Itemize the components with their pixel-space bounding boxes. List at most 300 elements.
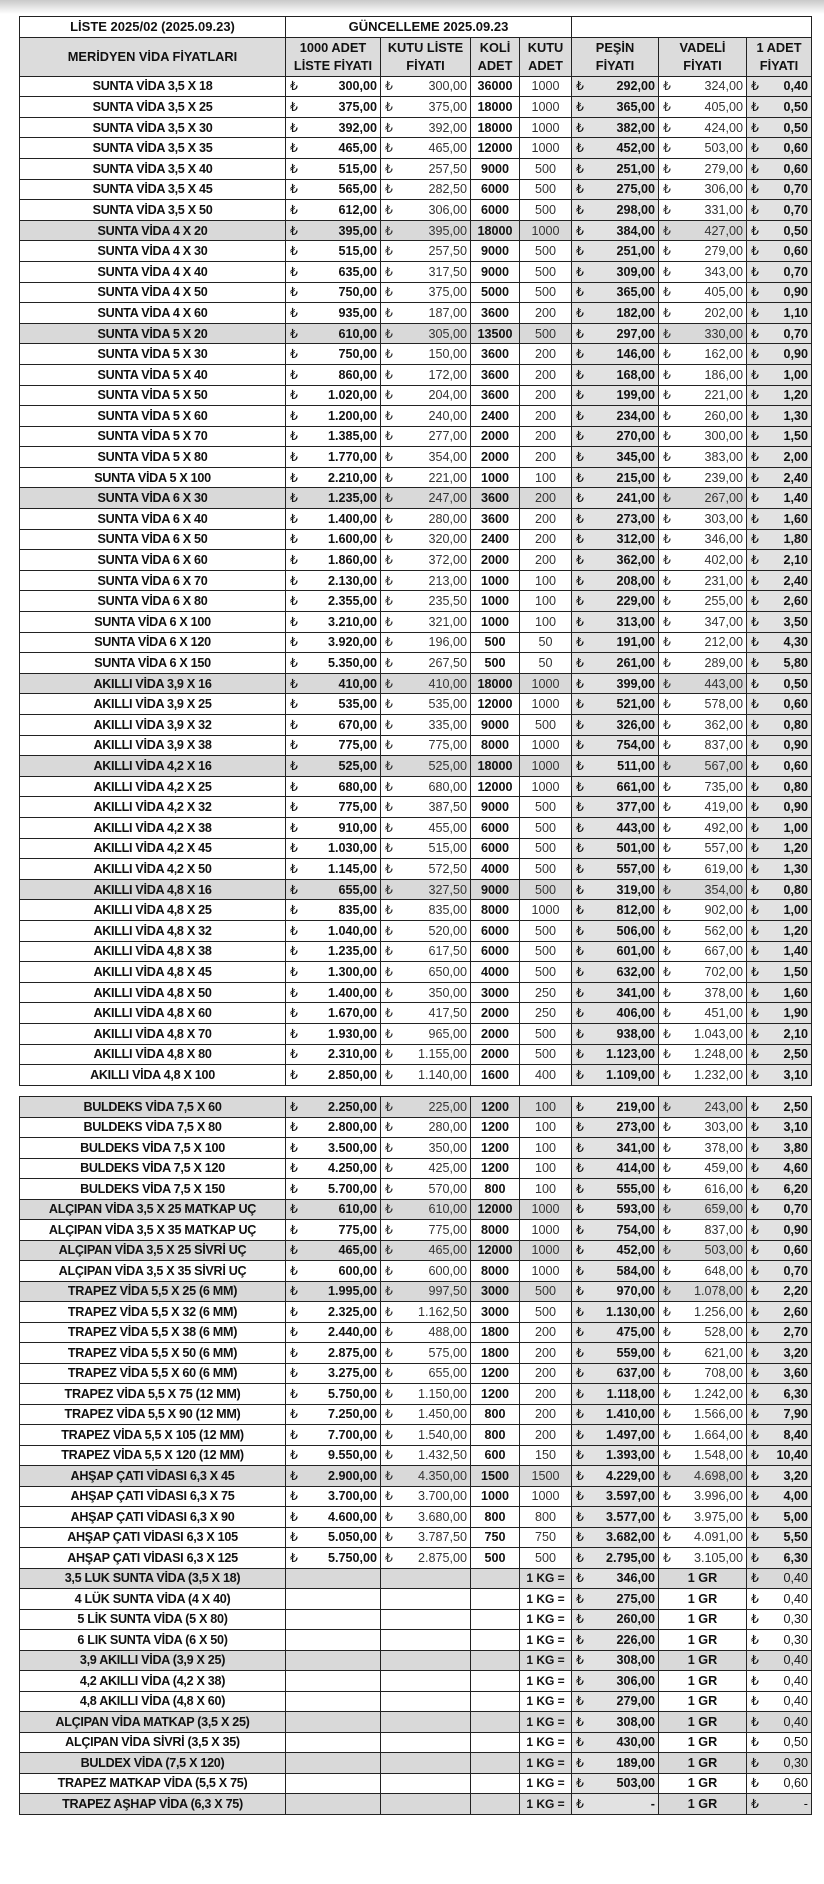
lira-icon: ₺ xyxy=(663,553,672,568)
koli-adet: 6000 xyxy=(471,838,520,859)
kg-price-row xyxy=(20,1794,812,1815)
lira-icon: ₺ xyxy=(385,717,394,732)
price-row xyxy=(20,632,812,653)
box-price-cell xyxy=(381,797,471,818)
koli-adet: 6000 xyxy=(471,179,520,200)
header-line: VADELİ xyxy=(679,39,726,55)
pesin-price-value: 593,00 xyxy=(616,1202,655,1217)
price-row xyxy=(20,1240,812,1261)
gr-price-cell xyxy=(747,1691,812,1712)
lira-icon: ₺ xyxy=(576,1304,585,1319)
lira-icon: ₺ xyxy=(663,676,672,691)
price-row xyxy=(20,467,812,488)
price-row xyxy=(20,900,812,921)
pesin-price-value: 754,00 xyxy=(616,1222,655,1237)
koli-adet: 6000 xyxy=(471,941,520,962)
product-name: AHŞAP ÇATI VİDASI 6,3 X 45 xyxy=(20,1466,286,1487)
list-price-cell xyxy=(286,1158,381,1179)
pesin-price-value: 191,00 xyxy=(616,635,655,650)
lira-icon: ₺ xyxy=(385,1284,394,1299)
product-name: SUNTA VİDA 5 X 70 xyxy=(20,426,286,447)
kg-price-value: 308,00 xyxy=(616,1714,655,1729)
lira-icon: ₺ xyxy=(576,1776,585,1791)
kg-label: 1 KG = xyxy=(520,1589,572,1610)
pesin-price-cell xyxy=(572,158,659,179)
box-price-cell xyxy=(381,158,471,179)
lira-icon: ₺ xyxy=(663,1509,672,1524)
kutu-adet: 150 xyxy=(520,1445,572,1466)
box-price-cell xyxy=(381,220,471,241)
box-price-cell xyxy=(381,1179,471,1200)
lira-icon: ₺ xyxy=(576,1284,585,1299)
pesin-price-value: 270,00 xyxy=(616,429,655,444)
koli-adet: 3600 xyxy=(471,509,520,530)
pesin-price-value: 632,00 xyxy=(616,964,655,979)
list-price-cell xyxy=(286,1220,381,1241)
list-price-cell xyxy=(286,76,381,97)
pesin-price-value: 362,00 xyxy=(616,553,655,568)
lira-icon: ₺ xyxy=(576,903,585,918)
header-line: KUTU LİSTE xyxy=(387,39,464,55)
vadeli-price-value: 354,00 xyxy=(704,882,743,897)
vadeli-price-value: 659,00 xyxy=(704,1202,743,1217)
pesin-price-cell xyxy=(572,1117,659,1138)
product-name: TRAPEZ VİDA 5,5 X 50 (6 MM) xyxy=(20,1343,286,1364)
price-row xyxy=(20,982,812,1003)
vadeli-price-value: 443,00 xyxy=(704,676,743,691)
lira-icon: ₺ xyxy=(663,1047,672,1062)
lira-icon: ₺ xyxy=(576,1047,585,1062)
box-price-cell xyxy=(381,756,471,777)
unit-price-cell xyxy=(747,364,812,385)
list-price-value: 5.350,00 xyxy=(327,656,377,671)
lira-icon: ₺ xyxy=(751,1427,760,1442)
lira-icon: ₺ xyxy=(751,1407,760,1422)
lira-icon: ₺ xyxy=(576,1099,585,1114)
lira-icon: ₺ xyxy=(385,223,394,238)
unit-price-cell xyxy=(747,179,812,200)
pesin-price-value: 812,00 xyxy=(616,903,655,918)
lira-icon: ₺ xyxy=(576,388,585,403)
kutu-adet: 500 xyxy=(520,1548,572,1569)
lira-icon: ₺ xyxy=(385,697,394,712)
vadeli-price-cell xyxy=(659,653,747,674)
unit-price-value: 2,60 xyxy=(783,1304,808,1319)
lira-icon: ₺ xyxy=(663,1263,672,1278)
lira-icon: ₺ xyxy=(663,964,672,979)
vadeli-price-value: 621,00 xyxy=(704,1345,743,1360)
price-row xyxy=(20,158,812,179)
unit-price-cell xyxy=(747,1322,812,1343)
lira-icon: ₺ xyxy=(751,1099,760,1114)
box-price-cell xyxy=(381,1486,471,1507)
lira-icon: ₺ xyxy=(663,326,672,341)
price-row xyxy=(20,1261,812,1282)
lira-icon: ₺ xyxy=(290,388,299,403)
kutu-adet: 500 xyxy=(520,797,572,818)
price-row xyxy=(20,1527,812,1548)
kutu-adet: 1000 xyxy=(520,117,572,138)
section3-body xyxy=(20,1568,812,1814)
gr-label: 1 GR xyxy=(659,1589,747,1610)
lira-icon: ₺ xyxy=(385,1550,394,1565)
pesin-price-cell xyxy=(572,982,659,1003)
list-price-cell xyxy=(286,673,381,694)
unit-price-cell xyxy=(747,138,812,159)
lira-icon: ₺ xyxy=(663,635,672,650)
vadeli-price-value: 528,00 xyxy=(704,1325,743,1340)
box-price-cell xyxy=(381,735,471,756)
pesin-price-value: 273,00 xyxy=(616,1120,655,1135)
lira-icon: ₺ xyxy=(385,964,394,979)
lira-icon: ₺ xyxy=(751,738,760,753)
list-price-cell xyxy=(286,1044,381,1065)
unit-price-value: 0,80 xyxy=(783,779,809,794)
box-price-cell xyxy=(381,1445,471,1466)
unit-price-value: 3,10 xyxy=(783,1120,808,1135)
lira-icon: ₺ xyxy=(663,779,672,794)
gr-price-value: 0,40 xyxy=(783,1673,808,1688)
lira-icon: ₺ xyxy=(576,594,585,609)
gr-price-cell xyxy=(747,1794,812,1815)
box-price-value: 306,00 xyxy=(428,202,467,217)
list-price-cell xyxy=(286,570,381,591)
lira-icon: ₺ xyxy=(290,1509,299,1524)
vadeli-price-cell xyxy=(659,1466,747,1487)
list-price-value: 1.995,00 xyxy=(327,1284,377,1299)
lira-icon: ₺ xyxy=(290,305,299,320)
kutu-adet: 200 xyxy=(520,1404,572,1425)
product-name: ALÇIPAN VİDA 3,5 X 25 MATKAP UÇ xyxy=(20,1199,286,1220)
kg-price-row xyxy=(20,1732,812,1753)
gr-label: 1 GR xyxy=(659,1568,747,1589)
unit-price-value: 1,60 xyxy=(783,511,809,526)
vadeli-price-cell xyxy=(659,1445,747,1466)
box-price-value: 465,00 xyxy=(428,141,467,156)
lira-icon: ₺ xyxy=(751,429,760,444)
lira-icon: ₺ xyxy=(663,1140,672,1155)
kutu-adet: 1000 xyxy=(520,1220,572,1241)
lira-icon: ₺ xyxy=(576,511,585,526)
product-name: SUNTA VİDA 3,5 X 18 xyxy=(20,76,286,97)
lira-icon: ₺ xyxy=(576,491,585,506)
unit-price-cell xyxy=(747,1445,812,1466)
lira-icon: ₺ xyxy=(290,408,299,423)
koli-adet: 12000 xyxy=(471,138,520,159)
product-name: AKILLI VİDA 4,2 X 16 xyxy=(20,756,286,777)
list-price-cell xyxy=(286,385,381,406)
unit-price-value: 1,00 xyxy=(783,903,809,918)
price-row xyxy=(20,550,812,571)
list-price-value: 2.310,00 xyxy=(327,1047,377,1062)
lira-icon: ₺ xyxy=(290,161,299,176)
lira-icon: ₺ xyxy=(385,1067,394,1082)
lira-icon: ₺ xyxy=(576,305,585,320)
lira-icon: ₺ xyxy=(290,347,299,362)
unit-price-value: 1,00 xyxy=(783,367,809,382)
lira-icon: ₺ xyxy=(576,1796,585,1811)
pesin-price-cell xyxy=(572,220,659,241)
lira-icon: ₺ xyxy=(290,1222,299,1237)
list-price-cell xyxy=(286,364,381,385)
lira-icon: ₺ xyxy=(663,614,672,629)
lira-icon: ₺ xyxy=(751,1026,760,1041)
pesin-price-value: 1.109,00 xyxy=(605,1067,655,1082)
price-row xyxy=(20,1445,812,1466)
unit-price-value: 1,00 xyxy=(783,820,809,835)
kg-price-cell xyxy=(572,1773,659,1794)
kutu-adet: 500 xyxy=(520,1023,572,1044)
vadeli-price-cell xyxy=(659,756,747,777)
lira-icon: ₺ xyxy=(385,1263,394,1278)
pesin-price-value: 406,00 xyxy=(616,1006,655,1021)
unit-price-cell xyxy=(747,1023,812,1044)
lira-icon: ₺ xyxy=(751,1284,760,1299)
pesin-price-cell xyxy=(572,1003,659,1024)
vadeli-price-value: 212,00 xyxy=(704,635,743,650)
box-price-value: 354,00 xyxy=(428,450,467,465)
list-price-value: 2.355,00 xyxy=(327,594,377,609)
kg-price-value: - xyxy=(650,1796,655,1811)
empty-cell xyxy=(471,1732,520,1753)
unit-price-cell xyxy=(747,1527,812,1548)
product-name: TRAPEZ VİDA 5,5 X 60 (6 MM) xyxy=(20,1363,286,1384)
lira-icon: ₺ xyxy=(751,141,760,156)
box-price-value: 321,00 xyxy=(428,614,467,629)
box-price-cell xyxy=(381,1404,471,1425)
lira-icon: ₺ xyxy=(663,470,672,485)
lira-icon: ₺ xyxy=(385,491,394,506)
unit-price-cell xyxy=(747,76,812,97)
lira-icon: ₺ xyxy=(385,820,394,835)
kg-price-row xyxy=(20,1650,812,1671)
list-price-value: 2.130,00 xyxy=(327,573,377,588)
lira-icon: ₺ xyxy=(751,1530,760,1545)
kutu-adet: 200 xyxy=(520,406,572,427)
lira-icon: ₺ xyxy=(385,1489,394,1504)
list-price-cell xyxy=(286,97,381,118)
box-price-value: 535,00 xyxy=(428,697,467,712)
kutu-adet: 1000 xyxy=(520,1486,572,1507)
list-price-cell xyxy=(286,488,381,509)
gr-price-value: 0,40 xyxy=(783,1571,808,1586)
kutu-adet: 50 xyxy=(520,632,572,653)
price-row xyxy=(20,1302,812,1323)
vadeli-price-cell xyxy=(659,76,747,97)
list-price-cell xyxy=(286,1281,381,1302)
unit-price-cell xyxy=(747,1138,812,1159)
unit-price-cell xyxy=(747,817,812,838)
list-price-cell xyxy=(286,1097,381,1118)
price-row xyxy=(20,1486,812,1507)
list-price-cell xyxy=(286,117,381,138)
koli-adet: 2000 xyxy=(471,1003,520,1024)
vadeli-price-cell xyxy=(659,1117,747,1138)
box-price-value: 650,00 xyxy=(428,964,467,979)
product-name: 4,2 AKILLI VİDA (4,2 X 38) xyxy=(20,1671,286,1692)
kutu-adet: 200 xyxy=(520,447,572,468)
unit-price-cell xyxy=(747,323,812,344)
vadeli-price-cell xyxy=(659,797,747,818)
list-price-cell xyxy=(286,1065,381,1086)
pesin-price-value: 511,00 xyxy=(617,758,655,773)
lira-icon: ₺ xyxy=(751,511,760,526)
unit-price-value: 1,10 xyxy=(783,305,809,320)
lira-icon: ₺ xyxy=(751,800,760,815)
lira-icon: ₺ xyxy=(576,738,585,753)
price-row xyxy=(20,838,812,859)
vadeli-price-cell xyxy=(659,1138,747,1159)
list-price-value: 1.235,00 xyxy=(327,491,377,506)
vadeli-price-cell xyxy=(659,838,747,859)
lira-icon: ₺ xyxy=(751,326,760,341)
list-price-cell xyxy=(286,715,381,736)
lira-icon: ₺ xyxy=(290,79,299,94)
lira-icon: ₺ xyxy=(751,1181,760,1196)
list-price-cell xyxy=(286,1343,381,1364)
vadeli-price-cell xyxy=(659,879,747,900)
pesin-price-cell xyxy=(572,838,659,859)
lira-icon: ₺ xyxy=(663,1120,672,1135)
list-price-value: 775,00 xyxy=(338,738,377,753)
lira-icon: ₺ xyxy=(290,141,299,156)
lira-icon: ₺ xyxy=(385,1530,394,1545)
pesin-price-cell xyxy=(572,570,659,591)
box-price-value: 515,00 xyxy=(428,841,467,856)
lira-icon: ₺ xyxy=(290,1448,299,1463)
lira-icon: ₺ xyxy=(576,758,585,773)
list-price-value: 670,00 xyxy=(338,717,377,732)
pesin-price-cell xyxy=(572,1220,659,1241)
lira-icon: ₺ xyxy=(663,264,672,279)
unit-price-value: 3,20 xyxy=(783,1468,808,1483)
box-price-cell xyxy=(381,261,471,282)
unit-price-value: 2,50 xyxy=(783,1099,808,1114)
list-price-value: 1.040,00 xyxy=(327,923,377,938)
lira-icon: ₺ xyxy=(663,491,672,506)
kg-price-row xyxy=(20,1712,812,1733)
list-price-value: 5.050,00 xyxy=(327,1530,377,1545)
koli-adet: 1000 xyxy=(471,570,520,591)
kutu-adet: 1000 xyxy=(520,97,572,118)
pesin-price-cell xyxy=(572,406,659,427)
kutu-adet: 500 xyxy=(520,241,572,262)
box-price-value: 775,00 xyxy=(428,1222,467,1237)
pesin-price-value: 1.393,00 xyxy=(605,1448,655,1463)
unit-price-value: 0,50 xyxy=(783,99,809,114)
box-price-cell xyxy=(381,488,471,509)
header-line: ADET xyxy=(528,57,563,73)
pesin-price-value: 309,00 xyxy=(616,264,655,279)
lira-icon: ₺ xyxy=(663,1181,672,1196)
list-price-cell xyxy=(286,447,381,468)
lira-icon: ₺ xyxy=(385,1006,394,1021)
lira-icon: ₺ xyxy=(751,491,760,506)
unit-price-cell xyxy=(747,1097,812,1118)
kutu-adet: 400 xyxy=(520,1065,572,1086)
koli-adet: 36000 xyxy=(471,76,520,97)
vadeli-price-cell xyxy=(659,776,747,797)
box-price-value: 417,50 xyxy=(428,1006,467,1021)
lira-icon: ₺ xyxy=(751,532,760,547)
unit-price-value: 0,90 xyxy=(783,347,809,362)
lira-icon: ₺ xyxy=(290,923,299,938)
vadeli-price-cell xyxy=(659,1199,747,1220)
lira-icon: ₺ xyxy=(290,841,299,856)
lira-icon: ₺ xyxy=(385,656,394,671)
lira-icon: ₺ xyxy=(751,347,760,362)
box-price-value: 455,00 xyxy=(428,820,467,835)
lira-icon: ₺ xyxy=(576,1632,585,1647)
lira-icon: ₺ xyxy=(385,1386,394,1401)
vadeli-price-value: 562,00 xyxy=(704,923,743,938)
product-name: SUNTA VİDA 3,5 X 50 xyxy=(20,200,286,221)
list-price-cell xyxy=(286,1199,381,1220)
list-price-value: 525,00 xyxy=(338,758,377,773)
kutu-adet: 200 xyxy=(520,550,572,571)
pesin-price-value: 475,00 xyxy=(616,1325,655,1340)
kg-price-cell xyxy=(572,1794,659,1815)
kutu-adet: 200 xyxy=(520,1425,572,1446)
product-name: AHŞAP ÇATI VİDASI 6,3 X 90 xyxy=(20,1507,286,1528)
pesin-price-cell xyxy=(572,1486,659,1507)
pesin-price-cell xyxy=(572,1445,659,1466)
lira-icon: ₺ xyxy=(751,1468,760,1483)
price-table-main xyxy=(19,16,812,1086)
koli-adet: 9000 xyxy=(471,158,520,179)
unit-price-cell xyxy=(747,941,812,962)
lira-icon: ₺ xyxy=(290,1489,299,1504)
list-title: LİSTE 2025/02 (2025.09.23) xyxy=(20,17,286,38)
pesin-price-cell xyxy=(572,859,659,880)
pesin-price-cell xyxy=(572,447,659,468)
pesin-price-value: 345,00 xyxy=(616,450,655,465)
lira-icon: ₺ xyxy=(576,1530,585,1545)
product-name: AKILLI VİDA 4,2 X 32 xyxy=(20,797,286,818)
lira-icon: ₺ xyxy=(290,1181,299,1196)
unit-price-value: 1,20 xyxy=(783,388,809,403)
kutu-adet: 250 xyxy=(520,982,572,1003)
vadeli-price-cell xyxy=(659,261,747,282)
box-price-cell xyxy=(381,447,471,468)
lira-icon: ₺ xyxy=(385,676,394,691)
pesin-price-cell xyxy=(572,1384,659,1405)
vadeli-price-cell xyxy=(659,385,747,406)
lira-icon: ₺ xyxy=(576,1407,585,1422)
unit-price-cell xyxy=(747,1384,812,1405)
product-name: SUNTA VİDA 5 X 40 xyxy=(20,364,286,385)
kutu-adet: 500 xyxy=(520,715,572,736)
lira-icon: ₺ xyxy=(751,1263,760,1278)
lira-icon: ₺ xyxy=(290,450,299,465)
vadeli-price-cell xyxy=(659,117,747,138)
vadeli-price-value: 343,00 xyxy=(704,264,743,279)
list-price-cell xyxy=(286,200,381,221)
lira-icon: ₺ xyxy=(290,429,299,444)
kutu-adet: 1000 xyxy=(520,76,572,97)
lira-icon: ₺ xyxy=(290,882,299,897)
gr-label: 1 GR xyxy=(659,1732,747,1753)
lira-icon: ₺ xyxy=(576,1345,585,1360)
pesin-price-cell xyxy=(572,117,659,138)
koli-adet: 1800 xyxy=(471,1343,520,1364)
pesin-price-value: 146,00 xyxy=(616,347,655,362)
koli-adet: 12000 xyxy=(471,1199,520,1220)
lira-icon: ₺ xyxy=(385,326,394,341)
pesin-price-cell xyxy=(572,962,659,983)
price-row xyxy=(20,1065,812,1086)
vadeli-price-value: 503,00 xyxy=(704,141,743,156)
